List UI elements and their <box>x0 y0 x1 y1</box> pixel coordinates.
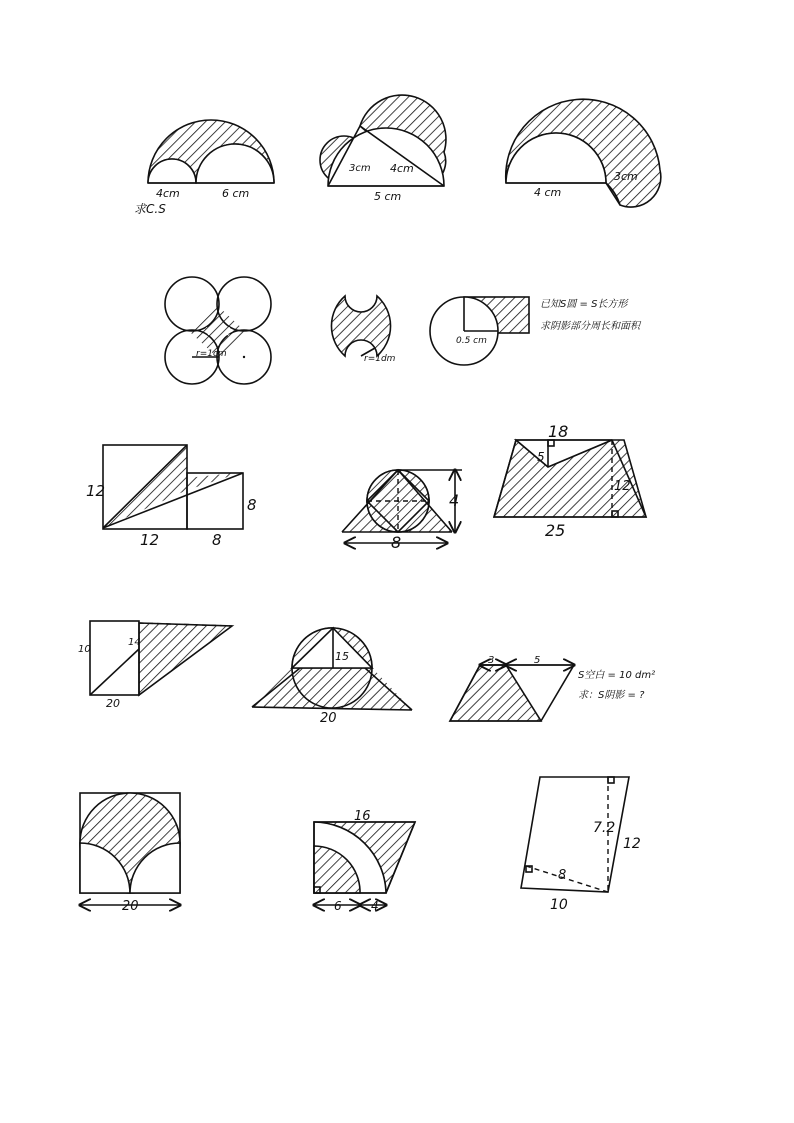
f3-width-label: 3cm <box>614 170 638 183</box>
f7-left-base-label: 12 <box>140 531 160 549</box>
f15-side-label: 12 <box>623 836 641 852</box>
f15-base-label: 10 <box>550 897 568 913</box>
f2-side-c-label: 5 cm <box>374 190 402 203</box>
figure-9 <box>494 422 646 540</box>
f1-small-diameter-label: 4cm <box>156 187 180 200</box>
f10-side-left-label: 10 <box>78 644 91 655</box>
figure-1 <box>134 120 274 216</box>
f1-large-diameter-label: 6 cm <box>222 187 250 200</box>
f13-width-label: 20 <box>122 899 139 914</box>
f8-base-label: 8 <box>391 533 402 552</box>
f5-radius-label: r=1dm <box>364 354 396 364</box>
f6-radius-label: 0.5 cm <box>456 336 487 346</box>
figure-15 <box>521 777 641 913</box>
f7-right-height-label: 8 <box>247 496 257 514</box>
f2-side-a-label: 3cm <box>349 163 371 174</box>
figure-11 <box>252 626 412 726</box>
f14-inner-label: 6 <box>334 899 342 913</box>
f14-outer-label: 4 <box>371 899 379 913</box>
f9-bottom-label: 25 <box>545 521 566 540</box>
f15-height-b-label: 8 <box>558 868 567 883</box>
f4-radius-label: r=1cm <box>196 349 227 359</box>
f8-height-label: 4 <box>449 491 460 510</box>
f9-small-height-label: 5 <box>537 450 545 464</box>
f3-inner-diameter-label: 4 cm <box>534 186 562 199</box>
f14-top-label: 16 <box>354 809 371 824</box>
figure-12 <box>450 655 655 721</box>
figure-13 <box>80 793 180 914</box>
f12-seg-a-label: 3 <box>488 655 495 666</box>
figure-10 <box>78 621 232 710</box>
f11-height-label: 15 <box>335 650 349 663</box>
figure-6 <box>430 297 642 365</box>
figure-4 <box>165 277 271 384</box>
figure-14 <box>314 809 415 913</box>
figure-7 <box>86 445 257 549</box>
figure-3 <box>506 99 661 207</box>
figure-2 <box>320 95 446 203</box>
f10-base-label: 20 <box>106 697 120 710</box>
figure-8 <box>342 470 462 552</box>
f12-seg-b-label: 5 <box>534 655 541 666</box>
f12-question-label: 求：S阴影 = ? <box>578 690 645 701</box>
figure-5 <box>331 296 395 364</box>
f9-top-label: 18 <box>548 422 569 441</box>
f6-note-line1: 已知S圆 = S长方形 <box>540 299 628 310</box>
f11-base-label: 20 <box>320 711 337 726</box>
f12-given-label: S空白 = 10 dm² <box>578 670 656 681</box>
f15-height-a-label: 7.2 <box>593 820 616 836</box>
f1-question-label: 求C.S <box>134 202 166 216</box>
f9-height-label: 12 <box>614 479 631 494</box>
f6-note-line2: 求阴影部分周长和面积 <box>540 321 640 332</box>
f7-left-height-label: 12 <box>86 482 106 500</box>
f10-inner-height-label: 14 <box>128 637 141 648</box>
f7-right-base-label: 8 <box>212 531 222 549</box>
f2-side-b-label: 4cm <box>390 162 414 175</box>
